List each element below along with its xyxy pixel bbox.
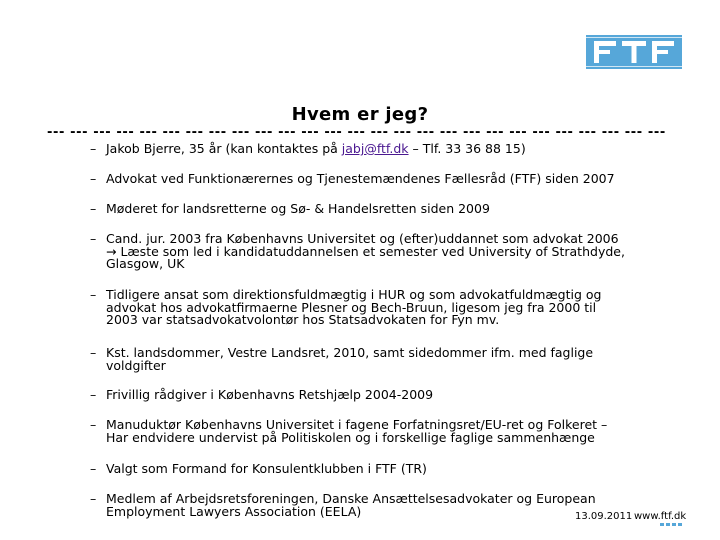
footer-url[interactable]: www.ftf.dk bbox=[634, 511, 687, 522]
contact-text: Jakob Bjerre, 35 år (kan kontaktes på bbox=[106, 141, 342, 156]
footer-date: 13.09.2011 bbox=[575, 511, 633, 522]
bullet-item bbox=[90, 419, 626, 444]
title-divider: --- --- --- --- --- --- --- --- --- --- --- --- --- --- --- --- --- --- --- --- --- --- --- --- --- --- --- bbox=[47, 125, 666, 140]
bullet-dash: – bbox=[90, 201, 97, 216]
bullet-text: Manuduktør Københavns Universitet i fagene Forfatningsret/EU-ret og Folkeret – Har endvidere undervist på Politiskolen og i forskellige faglige sammenhænge bbox=[106, 417, 608, 445]
bullet-dash: – bbox=[90, 141, 97, 156]
bullet-text: Advokat ved Funktionærernes og Tjenestemændenes Fællesråd (FTF) siden 2007 bbox=[106, 171, 615, 186]
bullet-item bbox=[90, 493, 601, 518]
page-title: Hvem er jeg? bbox=[291, 104, 429, 125]
bullet-dash: – bbox=[90, 287, 97, 302]
bullet-item bbox=[90, 289, 626, 327]
bullet-text: Cand. jur. 2003 fra Københavns Universitet og (efter)uddannet som advokat 2006 → Læste som led i kandidatuddannelsen et semester ved University of Strathdyde, Glasgow, UK bbox=[106, 231, 625, 271]
bullet-dash: – bbox=[90, 171, 97, 186]
bullet-dash: – bbox=[90, 417, 97, 432]
bullet-text: Medlem af Arbejdsretsforeningen, Danske Ansættelsesadvokater og European Employment Lawyers Association (EELA) bbox=[106, 491, 596, 519]
bullet-item bbox=[90, 389, 626, 402]
bullet-contact bbox=[90, 143, 626, 156]
bullet-dash: – bbox=[90, 461, 97, 476]
bullet-dash: – bbox=[90, 491, 97, 506]
bullet-dash: – bbox=[90, 231, 97, 246]
bullet-dash: – bbox=[90, 387, 97, 402]
bullet-item bbox=[90, 347, 626, 372]
bullet-item bbox=[90, 233, 626, 271]
bullet-item bbox=[90, 463, 626, 476]
footer-dots bbox=[660, 523, 682, 526]
bullet-text: Kst. landsdommer, Vestre Landsret, 2010, samt sidedommer ifm. med faglige voldgifter bbox=[106, 345, 594, 373]
bullet-item bbox=[90, 173, 626, 186]
contact-phone-text: – Tlf. 33 36 88 15) bbox=[408, 141, 526, 156]
bullet-text: Møderet for landsretterne og Sø- & Handelsretten siden 2009 bbox=[106, 201, 490, 216]
bullet-text: Valgt som Formand for Konsulentklubben i FTF (TR) bbox=[106, 461, 427, 476]
ftf-logo bbox=[586, 35, 682, 69]
bullet-item bbox=[90, 203, 626, 216]
bullet-text: Tidligere ansat som direktionsfuldmægtig i HUR og som advokatfuldmægtig og advokat hos advokatfirmaerne Plesner og Bech-Bruun, ligesom jeg fra 2000 til 2003 var statsadvokatvolontør hos Statsadvokaten for Fyn mv. bbox=[106, 287, 602, 327]
contact-email-link[interactable]: jabj@ftf.dk bbox=[341, 141, 409, 156]
bullet-dash: – bbox=[90, 345, 97, 360]
bullet-text: Frivillig rådgiver i Københavns Retshjælp 2004-2009 bbox=[106, 387, 434, 402]
